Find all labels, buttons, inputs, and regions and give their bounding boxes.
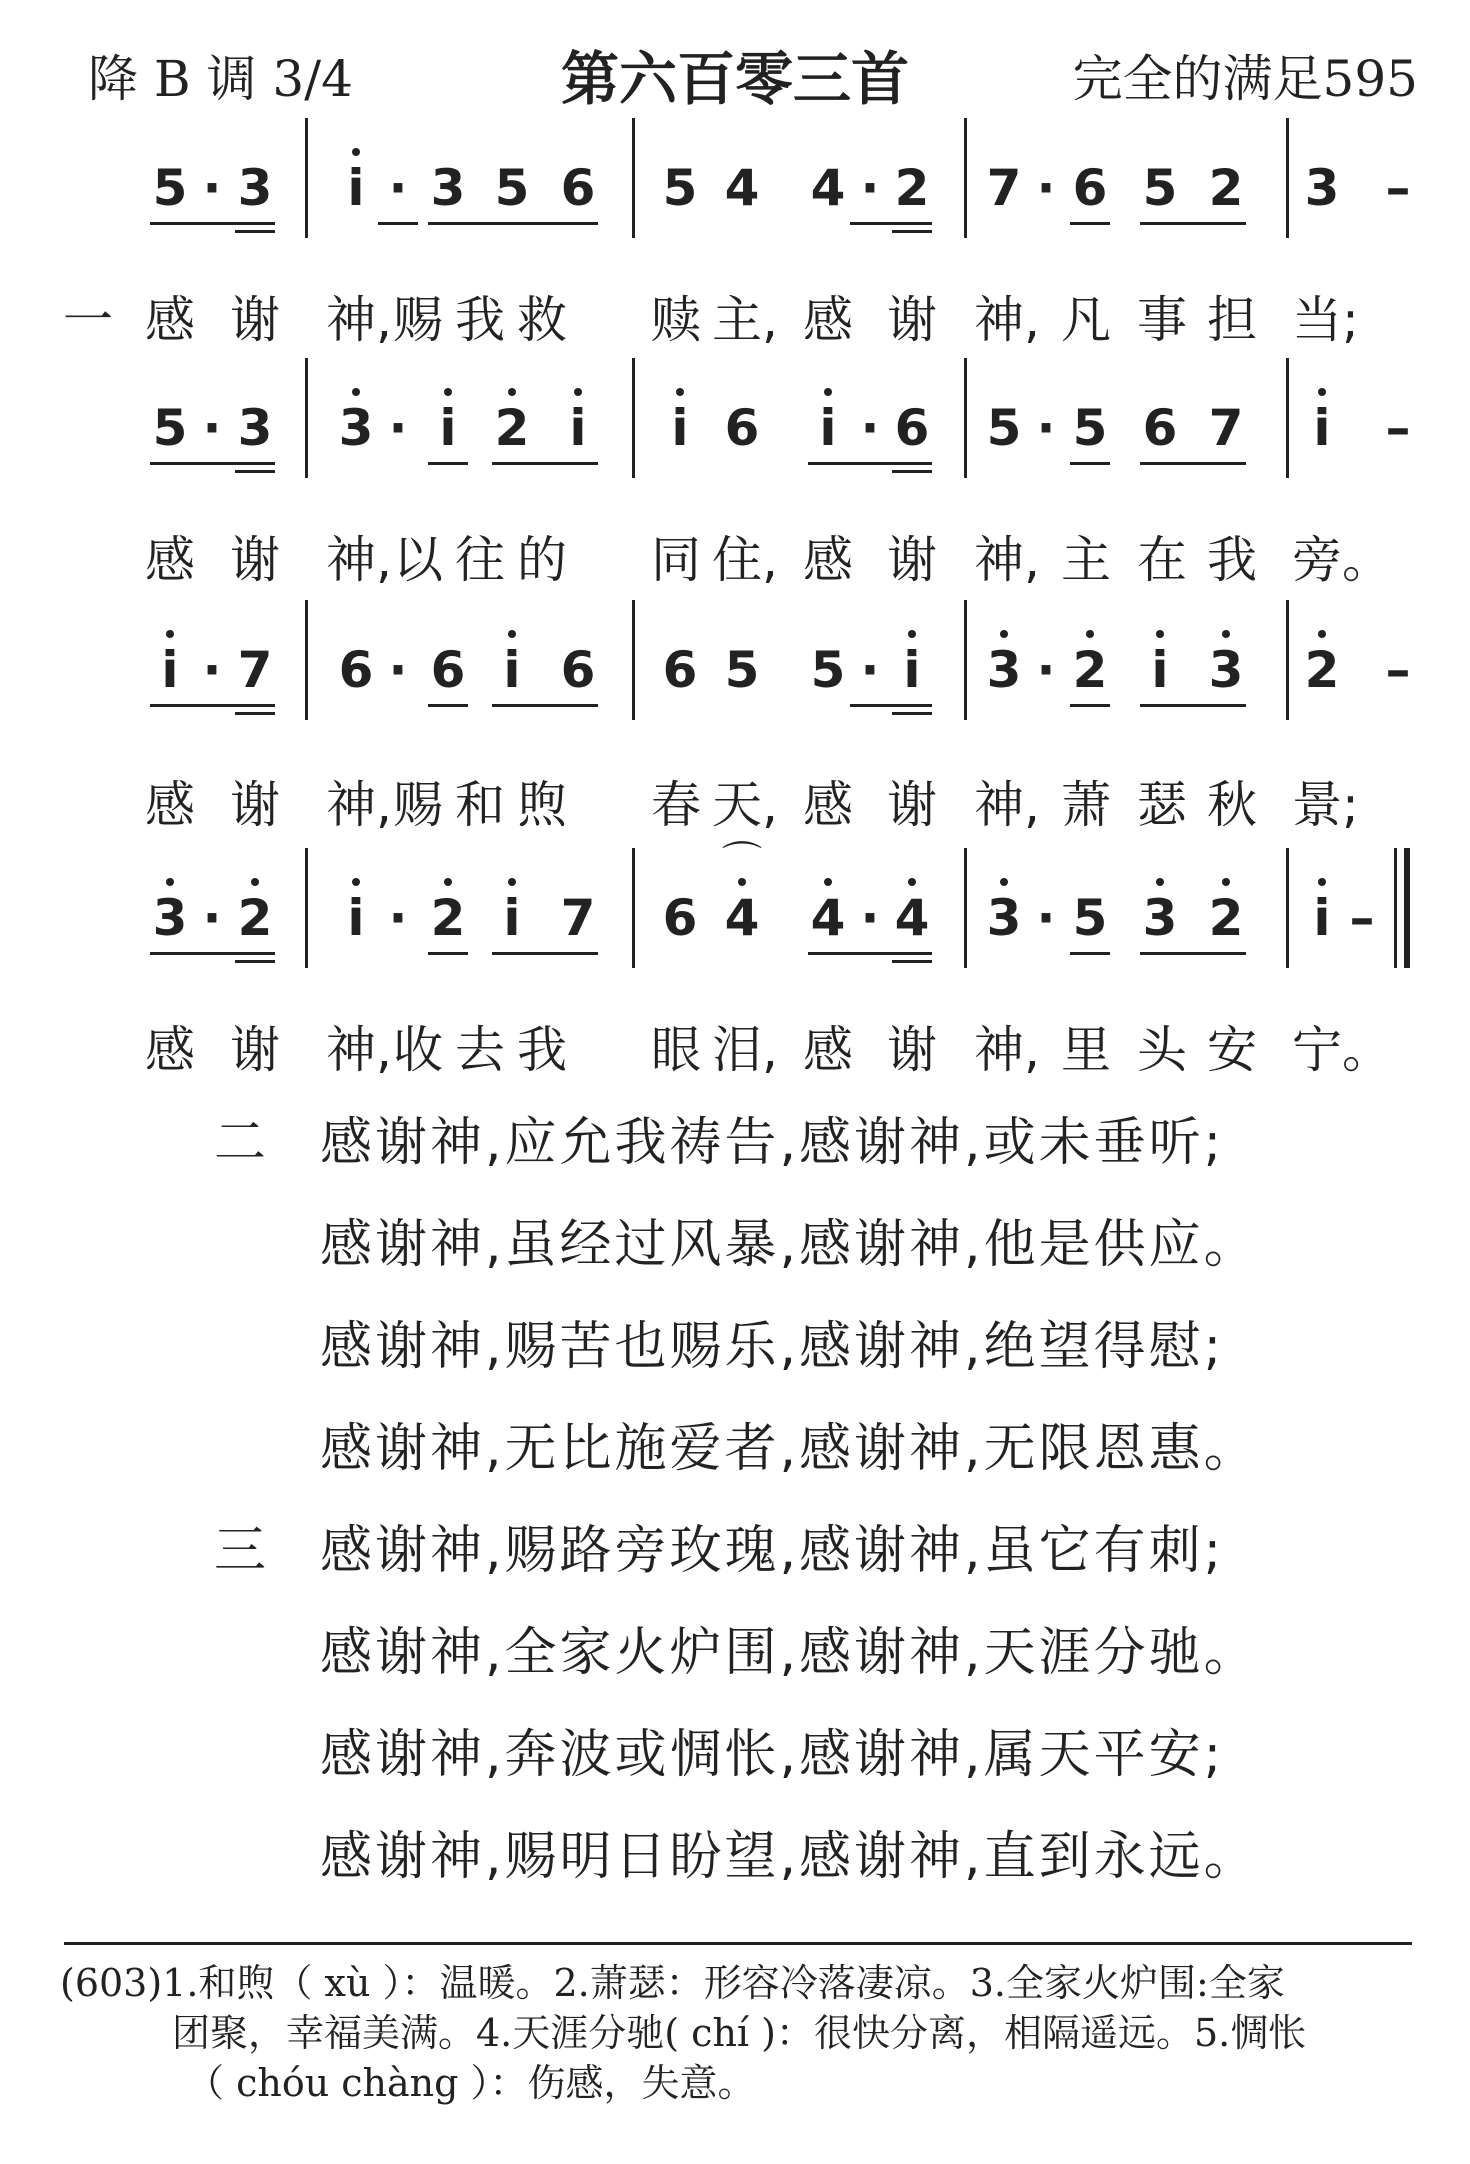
footnote-line: （ chóu chàng ）：伤感，失意。 xyxy=(186,2061,756,2105)
duration-underline xyxy=(428,462,468,465)
duration-underline xyxy=(428,952,468,955)
lyric: 感 xyxy=(803,1021,853,1079)
lyric: 感 xyxy=(145,531,195,589)
duration-underline xyxy=(1140,462,1246,465)
barline xyxy=(964,358,967,478)
lyric: 往 xyxy=(455,531,505,589)
footnote-rule xyxy=(64,1942,1412,1945)
note: i xyxy=(903,641,921,699)
octave-dot xyxy=(824,388,832,396)
octave-dot xyxy=(1086,630,1094,638)
lyric: 谢 xyxy=(887,1021,937,1079)
lyric: 宁。 xyxy=(1292,1021,1392,1079)
octave-dot xyxy=(1000,878,1008,886)
lyric: 主 xyxy=(1061,531,1111,589)
octave-dot xyxy=(908,878,916,886)
duration-underline xyxy=(850,704,932,707)
octave-dot xyxy=(251,878,259,886)
lyric: 我 xyxy=(1207,531,1257,589)
lyric: 里 xyxy=(1061,1021,1111,1079)
note: 6 xyxy=(1072,159,1108,217)
verse-line: 感谢神,赐路旁玫瑰,感谢神,虽它有刺; xyxy=(320,1521,1225,1581)
duration-underline xyxy=(1070,704,1110,707)
note: 4 xyxy=(894,889,930,947)
duration-underline xyxy=(1070,222,1110,225)
octave-dot xyxy=(1156,878,1164,886)
barline xyxy=(305,848,308,968)
note: · xyxy=(1036,641,1056,699)
note: – xyxy=(1385,641,1411,699)
fermata-mark: ⌒ xyxy=(722,839,762,885)
lyric: 我 xyxy=(455,291,505,349)
duration-underline xyxy=(1070,462,1110,465)
note: 6 xyxy=(430,641,466,699)
note: 3 xyxy=(237,399,273,457)
duration-underline xyxy=(150,222,275,225)
note: 5 xyxy=(152,399,188,457)
note: i xyxy=(347,159,365,217)
duration-underline xyxy=(492,952,598,955)
lyric: 萧 xyxy=(1061,776,1111,834)
note: i xyxy=(161,641,179,699)
duration-underline xyxy=(850,222,932,225)
note: 4 xyxy=(810,159,846,217)
note: · xyxy=(860,641,880,699)
note: 6 xyxy=(662,641,698,699)
note: · xyxy=(388,399,408,457)
note: i xyxy=(503,889,521,947)
note: 7 xyxy=(237,641,273,699)
lyric: 赎 xyxy=(651,291,701,349)
note: 5 xyxy=(810,641,846,699)
duration-underline xyxy=(378,222,418,225)
duration-underline xyxy=(492,704,598,707)
hymn-title: 第六百零三首 xyxy=(560,45,909,113)
note: 2 xyxy=(1208,159,1244,217)
lyric: 收 xyxy=(393,1021,443,1079)
barline xyxy=(305,118,308,238)
lyric: 神, xyxy=(326,776,392,834)
lyric: 凡 xyxy=(1061,291,1111,349)
octave-dot xyxy=(676,388,684,396)
note: 6 xyxy=(560,159,596,217)
barline xyxy=(1286,358,1289,478)
final-barline xyxy=(1404,848,1410,968)
note: · xyxy=(860,399,880,457)
note: 2 xyxy=(1304,641,1340,699)
octave-dot xyxy=(574,388,582,396)
duration-underline xyxy=(428,704,468,707)
note: 3 xyxy=(338,399,374,457)
duration-underline xyxy=(150,704,275,707)
octave-dot xyxy=(352,878,360,886)
duration-underline xyxy=(492,462,598,465)
octave-dot xyxy=(1222,878,1230,886)
lyric: 当; xyxy=(1292,291,1359,349)
note: 3 xyxy=(1142,889,1178,947)
barline xyxy=(1286,600,1289,720)
lyric: 谢 xyxy=(230,776,280,834)
note: · xyxy=(202,399,222,457)
lyric: 住, xyxy=(712,531,778,589)
note: · xyxy=(388,641,408,699)
verse-label: 三 xyxy=(214,1521,267,1581)
lyric: 景; xyxy=(1292,776,1359,834)
lyric: 神, xyxy=(326,1021,392,1079)
verse-line: 感谢神,无比施爱者,感谢神,无限恩惠。 xyxy=(320,1419,1259,1479)
octave-dot xyxy=(824,878,832,886)
lyric: 感 xyxy=(803,291,853,349)
octave-dot xyxy=(508,630,516,638)
note: · xyxy=(1036,159,1056,217)
duration-underline xyxy=(1140,952,1246,955)
lyric: 的 xyxy=(517,531,567,589)
duration-underline xyxy=(892,470,932,473)
note: · xyxy=(202,159,222,217)
note: 4 xyxy=(724,159,760,217)
lyric: 救 xyxy=(517,291,567,349)
note: 3 xyxy=(986,889,1022,947)
duration-underline xyxy=(892,712,932,715)
duration-underline xyxy=(235,470,275,473)
note: · xyxy=(1036,889,1056,947)
lyric: 感 xyxy=(145,291,195,349)
octave-dot xyxy=(444,388,452,396)
lyric: 泪, xyxy=(712,1021,778,1079)
octave-dot xyxy=(166,630,174,638)
lyric: 谢 xyxy=(887,291,937,349)
lyric: 感 xyxy=(145,1021,195,1079)
note: · xyxy=(202,889,222,947)
footnote-line: 团聚，幸福美满。4.天涯分驰( chí )：很快分离，相隔遥远。5.惆怅 xyxy=(172,2011,1307,2055)
note: 5 xyxy=(1072,889,1108,947)
duration-underline xyxy=(892,960,932,963)
lyric: 感 xyxy=(803,776,853,834)
octave-dot xyxy=(908,630,916,638)
verse-line: 感谢神,虽经过风暴,感谢神,他是供应。 xyxy=(320,1215,1259,1275)
lyric: 同 xyxy=(651,531,701,589)
note: i xyxy=(671,399,689,457)
note: · xyxy=(860,889,880,947)
note: 3 xyxy=(430,159,466,217)
barline xyxy=(632,848,635,968)
lyric: 神, xyxy=(326,531,392,589)
lyric: 谢 xyxy=(887,531,937,589)
octave-dot xyxy=(352,148,360,156)
verse-number: 一 xyxy=(63,291,113,349)
note: 3 xyxy=(237,159,273,217)
lyric: 谢 xyxy=(230,1021,280,1079)
octave-dot xyxy=(1222,630,1230,638)
note: 3 xyxy=(152,889,188,947)
note: 3 xyxy=(986,641,1022,699)
note: 5 xyxy=(152,159,188,217)
key-signature: 降 B 调 3/4 xyxy=(88,50,353,108)
note: – xyxy=(1385,159,1411,217)
verse-line: 感谢神,奔波或惆怅,感谢神,属天平安; xyxy=(320,1725,1225,1785)
octave-dot xyxy=(352,388,360,396)
lyric: 担 xyxy=(1207,291,1257,349)
barline xyxy=(964,118,967,238)
note: i xyxy=(1151,641,1169,699)
octave-dot xyxy=(1000,630,1008,638)
duration-underline xyxy=(808,462,932,465)
octave-dot xyxy=(1318,388,1326,396)
note: 7 xyxy=(560,889,596,947)
note: – xyxy=(1349,889,1375,947)
lyric: 煦 xyxy=(517,776,567,834)
duration-underline xyxy=(892,230,932,233)
duration-underline xyxy=(150,952,275,955)
lyric: 神, xyxy=(326,291,392,349)
lyric: 旁。 xyxy=(1292,531,1392,589)
note: · xyxy=(860,159,880,217)
note: 2 xyxy=(1208,889,1244,947)
lyric: 秋 xyxy=(1207,776,1257,834)
note: 6 xyxy=(894,399,930,457)
lyric: 感 xyxy=(145,776,195,834)
note: 2 xyxy=(430,889,466,947)
lyric: 春 xyxy=(651,776,701,834)
note: 6 xyxy=(338,641,374,699)
barline xyxy=(1394,848,1397,968)
duration-underline xyxy=(235,960,275,963)
barline xyxy=(964,848,967,968)
note: 2 xyxy=(1072,641,1108,699)
lyric: 去 xyxy=(455,1021,505,1079)
lyric: 赐 xyxy=(393,291,443,349)
octave-dot xyxy=(444,878,452,886)
duration-underline xyxy=(1140,222,1246,225)
lyric: 谢 xyxy=(887,776,937,834)
note: 6 xyxy=(560,641,596,699)
note: – xyxy=(1385,399,1411,457)
lyric: 眼 xyxy=(651,1021,701,1079)
octave-dot xyxy=(1318,630,1326,638)
lyric: 谢 xyxy=(230,531,280,589)
lyric: 谢 xyxy=(230,291,280,349)
note: 6 xyxy=(724,399,760,457)
lyric: 神, xyxy=(974,291,1040,349)
octave-dot xyxy=(1318,878,1326,886)
note: 5 xyxy=(494,159,530,217)
octave-dot xyxy=(508,878,516,886)
duration-underline xyxy=(808,952,932,955)
note: 5 xyxy=(1142,159,1178,217)
note: 2 xyxy=(237,889,273,947)
verse-line: 感谢神,赐苦也赐乐,感谢神,绝望得慰; xyxy=(320,1317,1225,1377)
lyric: 以 xyxy=(393,531,443,589)
barline xyxy=(1286,118,1289,238)
lyric: 神, xyxy=(974,531,1040,589)
note: i xyxy=(1313,889,1331,947)
note: 5 xyxy=(724,641,760,699)
note: i xyxy=(439,399,457,457)
verse-label: 二 xyxy=(214,1113,267,1173)
note: 3 xyxy=(1304,159,1340,217)
barline xyxy=(632,358,635,478)
note: · xyxy=(1036,399,1056,457)
duration-underline xyxy=(235,230,275,233)
cross-reference: 完全的满足595 xyxy=(1072,50,1418,108)
duration-underline xyxy=(150,462,275,465)
note: i xyxy=(503,641,521,699)
octave-dot xyxy=(166,878,174,886)
note: 6 xyxy=(1142,399,1178,457)
lyric: 事 xyxy=(1137,291,1187,349)
lyric: 安 xyxy=(1207,1021,1257,1079)
note: 7 xyxy=(986,159,1022,217)
lyric: 主, xyxy=(712,291,778,349)
duration-underline xyxy=(1070,952,1110,955)
lyric: 赐 xyxy=(393,776,443,834)
note: 4 xyxy=(810,889,846,947)
duration-underline xyxy=(1140,704,1246,707)
note: 4 xyxy=(724,889,760,947)
barline xyxy=(632,600,635,720)
lyric: 和 xyxy=(455,776,505,834)
footnote-line: (603)1.和煦（ xù ）：温暖。2.萧瑟：形容冷落凄凉。3.全家火炉围:全家 xyxy=(60,1961,1285,2005)
duration-underline xyxy=(235,712,275,715)
lyric: 头 xyxy=(1137,1021,1187,1079)
note: 5 xyxy=(1072,399,1108,457)
note: i xyxy=(569,399,587,457)
note: · xyxy=(388,889,408,947)
note: i xyxy=(1313,399,1331,457)
lyric: 神, xyxy=(974,776,1040,834)
octave-dot xyxy=(1156,630,1164,638)
barline xyxy=(964,600,967,720)
note: 5 xyxy=(986,399,1022,457)
note: 5 xyxy=(662,159,698,217)
lyric: 感 xyxy=(803,531,853,589)
note: i xyxy=(347,889,365,947)
note: · xyxy=(388,159,408,217)
lyric: 在 xyxy=(1137,531,1187,589)
note: 7 xyxy=(1208,399,1244,457)
lyric: 我 xyxy=(517,1021,567,1079)
note: 2 xyxy=(894,159,930,217)
barline xyxy=(632,118,635,238)
barline xyxy=(305,600,308,720)
octave-dot xyxy=(508,388,516,396)
note: 6 xyxy=(662,889,698,947)
note: 3 xyxy=(1208,641,1244,699)
verse-line: 感谢神,应允我祷告,感谢神,或未垂听; xyxy=(320,1113,1225,1173)
lyric: 瑟 xyxy=(1137,776,1187,834)
verse-line: 感谢神,赐明日盼望,感谢神,直到永远。 xyxy=(320,1827,1259,1887)
barline xyxy=(305,358,308,478)
note: 2 xyxy=(494,399,530,457)
verse-line: 感谢神,全家火炉围,感谢神,天涯分驰。 xyxy=(320,1623,1259,1683)
note: i xyxy=(819,399,837,457)
duration-underline xyxy=(428,222,598,225)
lyric: 天, xyxy=(712,776,778,834)
lyric: 神, xyxy=(974,1021,1040,1079)
barline xyxy=(1286,848,1289,968)
note: · xyxy=(202,641,222,699)
